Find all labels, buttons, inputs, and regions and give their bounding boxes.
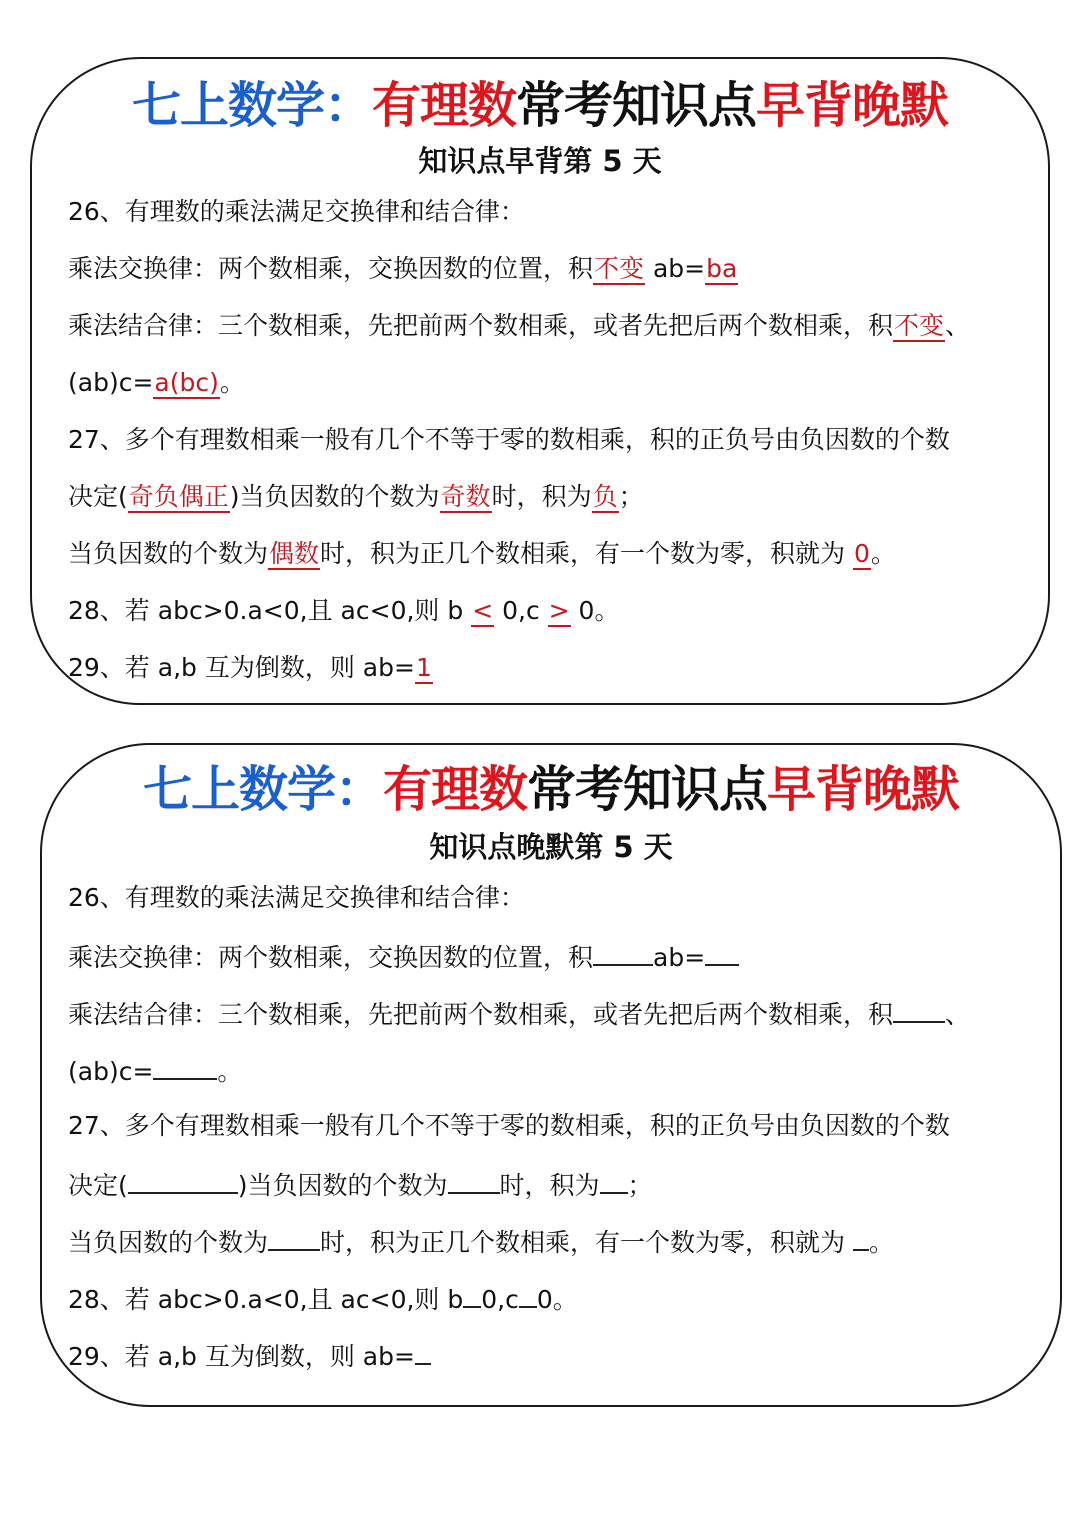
text: 乘法交换律：两个数相乘，交换因数的位置，积 — [68, 943, 594, 972]
line-29 — [68, 1337, 431, 1374]
text: 29、若 a,b 互为倒数，则 ab= — [68, 1342, 415, 1371]
text: 28、若 abc>0.a<0,且 ac<0,则 b — [68, 596, 472, 625]
text: ； — [618, 482, 644, 511]
text: 时，积为正几个数相乘，有一个数为零，积就为 — [320, 539, 853, 568]
text: 28、若 abc>0.a<0,且 ac<0,则 b — [68, 1285, 464, 1314]
answer: a(bc) — [154, 368, 219, 397]
line-26: 26、有理数的乘法满足交换律和结合律： — [68, 883, 525, 912]
blank — [519, 1280, 537, 1308]
line-27-even — [68, 537, 896, 571]
answer: 奇数 — [440, 482, 491, 511]
title-middle: 常考知识点 — [516, 76, 757, 134]
text: 29、若 a,b 互为倒数，则 ab= — [68, 653, 415, 682]
line-associative — [68, 995, 970, 1032]
line-commutative — [68, 938, 739, 975]
line-associative — [68, 309, 970, 343]
text: )当负因数的个数为 — [237, 1171, 448, 1200]
text: 乘法交换律：两个数相乘，交换因数的位置，积 — [68, 254, 594, 283]
blank — [415, 1337, 431, 1365]
line-commutative — [68, 252, 738, 286]
text: 、 — [945, 311, 971, 340]
blank — [268, 1223, 320, 1251]
line-associative-formula — [68, 366, 245, 400]
text: (ab)c= — [68, 1057, 154, 1086]
text: 0。 — [570, 596, 620, 625]
answer: 不变 — [894, 311, 945, 340]
answer: 偶数 — [269, 539, 320, 568]
card-title — [32, 75, 1048, 135]
text: (ab)c= — [68, 368, 154, 397]
answer: ba — [706, 254, 738, 283]
title-tagline: 早背晚默 — [756, 76, 949, 134]
text: ab= — [653, 943, 706, 972]
text: 0,c — [481, 1285, 519, 1314]
text: 时，积为正几个数相乘，有一个数为零，积就为 — [320, 1228, 853, 1257]
answer: 不变 — [594, 254, 645, 283]
evening-dictation-card — [40, 743, 1062, 1407]
card-subtitle: 知识点晚默第 5 天 — [429, 830, 673, 864]
blank — [463, 1280, 481, 1308]
answer: 0 — [853, 539, 870, 568]
line-26: 26、有理数的乘法满足交换律和结合律： — [68, 197, 525, 226]
answer: < — [472, 596, 494, 625]
line-27-even — [68, 1223, 894, 1260]
line-27: 27、多个有理数相乘一般有几个不等于零的数相乘，积的正负号由负因数的个数 — [68, 1111, 950, 1140]
text: 决定( — [68, 482, 128, 511]
text: 时，积为 — [499, 1171, 600, 1200]
blank — [893, 995, 945, 1023]
text: 当负因数的个数为 — [68, 1228, 269, 1257]
card-subtitle: 知识点早背第 5 天 — [418, 144, 662, 178]
answer: > — [548, 596, 570, 625]
title-subject: 七上数学： — [131, 76, 372, 134]
line-29 — [68, 651, 433, 685]
blank — [853, 1223, 869, 1251]
card-title — [42, 759, 1060, 819]
line-27-sign-rule — [68, 1166, 653, 1203]
answer: 奇负偶正 — [128, 482, 229, 511]
blank — [448, 1166, 500, 1194]
line-27-sign-rule — [68, 480, 644, 514]
text: 时，积为 — [491, 482, 592, 511]
title-topic: 有理数 — [382, 760, 527, 818]
text: 0。 — [536, 1285, 578, 1314]
text: ab= — [645, 254, 706, 283]
title-tagline: 早背晚默 — [767, 760, 960, 818]
blank — [593, 938, 653, 966]
text: 乘法结合律：三个数相乘，先把前两个数相乘，或者先把后两个数相乘，积 — [68, 1000, 894, 1029]
text: 决定( — [68, 1171, 128, 1200]
title-subject: 七上数学： — [142, 760, 383, 818]
title-topic: 有理数 — [371, 76, 516, 134]
text: ； — [627, 1171, 653, 1200]
line-28 — [68, 1280, 578, 1317]
blank — [128, 1166, 238, 1194]
text: 乘法结合律：三个数相乘，先把前两个数相乘，或者先把后两个数相乘，积 — [68, 311, 894, 340]
answer: 负 — [592, 482, 618, 511]
answer: 1 — [415, 653, 432, 682]
morning-recite-card — [30, 57, 1050, 705]
text: 。 — [219, 368, 245, 397]
text: 。 — [868, 1228, 894, 1257]
blank — [705, 938, 739, 966]
line-associative-formula — [68, 1052, 242, 1089]
blank — [153, 1052, 217, 1080]
text: 、 — [945, 1000, 971, 1029]
line-28 — [68, 594, 619, 628]
text: 当负因数的个数为 — [68, 539, 269, 568]
text: 。 — [217, 1057, 243, 1086]
text: )当负因数的个数为 — [229, 482, 440, 511]
text: 0,c — [494, 596, 548, 625]
title-middle: 常考知识点 — [527, 760, 768, 818]
text: 。 — [870, 539, 896, 568]
blank — [600, 1166, 628, 1194]
line-27: 27、多个有理数相乘一般有几个不等于零的数相乘，积的正负号由负因数的个数 — [68, 425, 950, 454]
